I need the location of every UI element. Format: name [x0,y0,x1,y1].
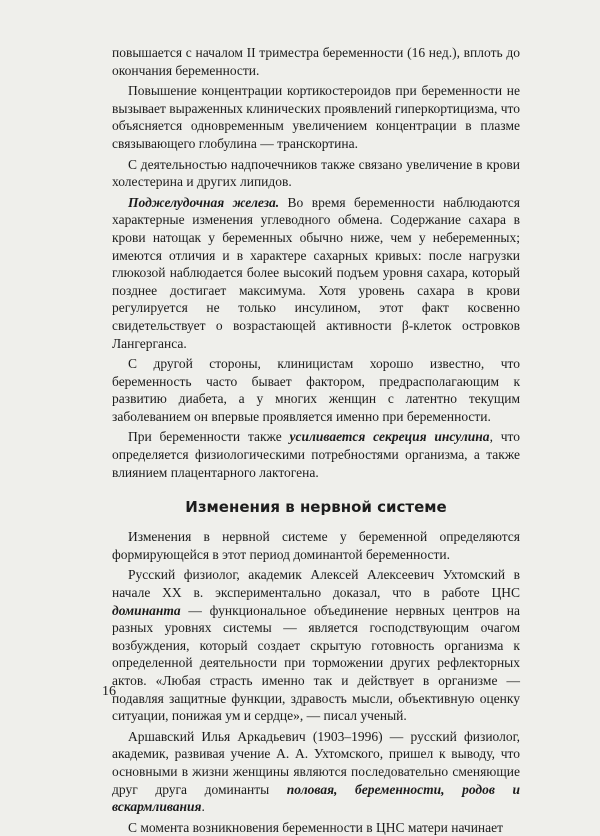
arshavsky-pre: Аршавский Илья Аркадьевич (1903–1996) — русский физиолог, академик, развивая учение А. А. Ухтомского, пришел к выводу, что основными в жизни женщины являются последовательно сменяющие друг друга доминанты [112,728,520,797]
pancreas-text: Во время беременности наблюдаются характерные изменения углеводного обмена. Содержание сахара в крови натощак у беременных обычно ниже, чем у небеременных; имеются отличия и в характере сахарных кривых: после нагрузки глюкозой наблюдается более высокий подъем уровня сахара, который позднее достигает максимума. Хотя уровень сахара в крови регулируется не только инсулином, этот факт косвенно свидетельствует о возрастающей активности β-клеток островков Лангерганса. [112,194,520,351]
page-number: 16 [102,684,116,699]
paragraph-arshavsky [112,728,520,816]
paragraph-cns-start: С момента возникновения беременности в ЦНС матери начинает [128,819,504,835]
ukhtomsky-post: — функциональное объединение нервных центров на разных уровнях системы — является господствующим очагом возбуждения, который создает скрытую готовность организма к определенной деятельности при торможении других рефлекторных актов. «Любая страсть именно так и действует в организме — подавляя защитные функции, здравость мысли, объективную оценку ситуации, понижая ум и сердце», — писал ученый. [112,602,520,724]
paragraph-insulin [112,428,520,481]
paragraph-pancreas [112,194,520,352]
section-heading-nervous-system: Изменения в нервной системе [185,498,447,517]
paragraph-nervous-dominant: Изменения в нервной системе у беременной определяются формирующейся в этот период доминантой беременности. [112,529,520,562]
insulin-pre: При беременности также [128,429,290,445]
ukhtomsky-pre: Русский физиолог, академик Алексей Алексеевич Ухтомский в начале XX в. экспериментально доказал, что в работе ЦНС [112,567,520,601]
paragraph-adrenal-cholesterol: С деятельностью надпочечников также связано увеличение в крови холестерина и других липидов. [112,156,520,190]
paragraph-trimester: повышается с началом II триместра беременности (16 нед.), вплоть до окончания беременности. [112,45,520,78]
page-body [112,44,520,836]
insulin-post: , что определяется физиологическими потребностями организма, а также влиянием плацентарного лактогена. [112,429,521,480]
ukhtomsky-emphasis: доминанта [112,602,181,618]
paragraph-corticosteroids: Повышение концентрации кортикостероидов при беременности не вызывает выраженных клинических проявлений гиперкортицизма, что объясняется одновременным увеличением концентрации в плазме связывающего глобулина — транскортина. [112,83,521,151]
arshavsky-emphasis: половая, беременности, родов и вскармливания [112,781,520,815]
insulin-emphasis: усиливается секреция инсулина [289,429,490,445]
pancreas-lead: Поджелудочная железа. [128,194,280,210]
paragraph-diabetes: С другой стороны, клиницистам хорошо известно, что беременность часто бывает фактором, предрасполагающим к развитию диабета, а у многих женщин с латентно текущим заболеванием он впервые проявляется именно при беременности. [112,356,520,424]
arshavsky-post: . [201,799,205,815]
paragraph-ukhtomsky [112,566,520,724]
